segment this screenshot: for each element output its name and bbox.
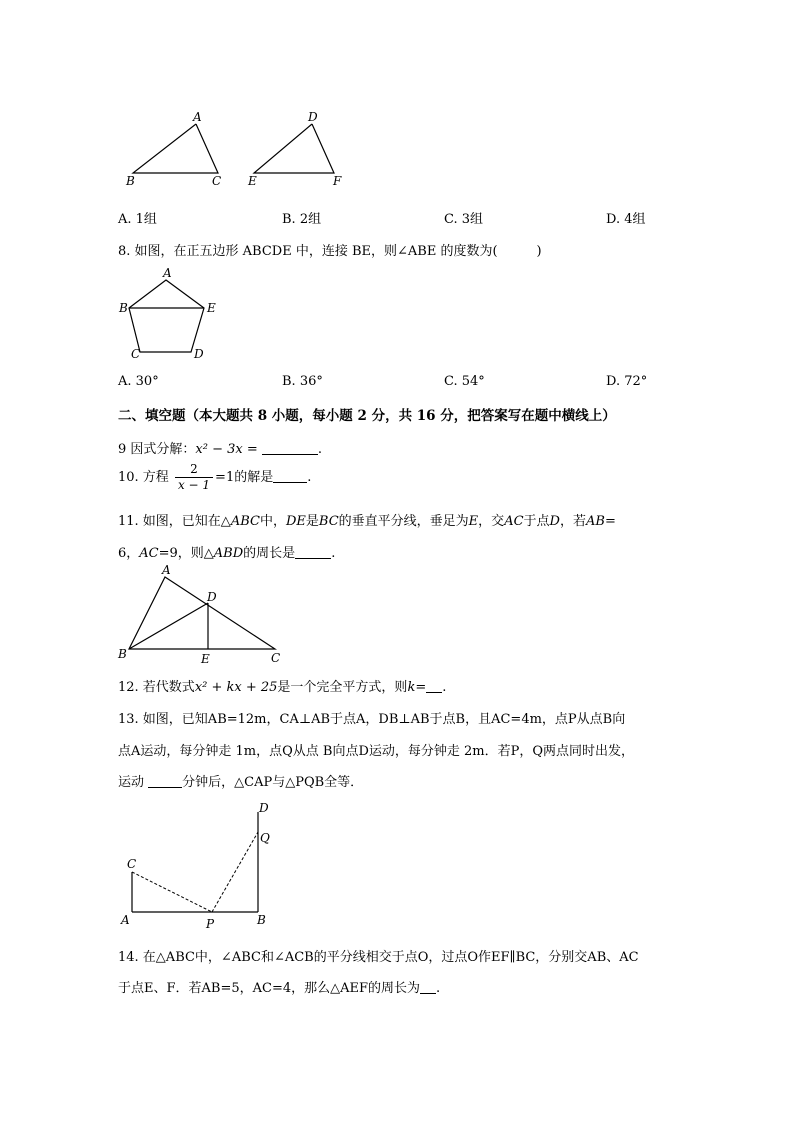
label-e: E (201, 652, 210, 666)
q11-var: AC (504, 514, 524, 529)
q9-question: 9 因式分解：x² − 3x = . (118, 442, 323, 457)
q10-fraction (175, 462, 213, 493)
q11-var: ABC (230, 514, 260, 529)
q12-text: 12. 若代数式 (118, 680, 195, 695)
q10-numerator: 2 (175, 462, 213, 478)
q10-answer-blank[interactable] (273, 470, 307, 483)
triangle-def (254, 124, 334, 173)
q8-option-c: C. 54° (444, 374, 485, 389)
q14-line2: 于点E、F．若AB=5，AC=4，那么△AEF的周长为 . (118, 981, 441, 996)
dashed-lines (132, 832, 258, 912)
label-a: A (162, 563, 171, 577)
label-e: E (207, 301, 216, 315)
q14-line1: 14. 在△ABC中，∠ABC和∠ACB的平分线相交于点O，过点O作EF∥BC，分别交AB、AC (118, 950, 639, 965)
q11-text: ，交 (478, 514, 505, 529)
triangle-abc (133, 124, 218, 173)
q11-text: 于点 (523, 514, 550, 529)
q12-question: 12. 若代数式x² + kx + 25是一个完全平方式，则k= . (118, 680, 447, 695)
q8-question: 8. 如图，在正五边形 ABCDE 中，连接 BE，则∠ABE 的度数为( ) (118, 244, 542, 259)
q13-text: 分钟后，△CAP与△PQB全等． (182, 775, 364, 790)
q13-figure (116, 798, 276, 932)
label-b: B (118, 647, 127, 661)
label-c: C (271, 651, 281, 665)
pentagon (129, 280, 204, 352)
q11-line2: 6，AC=9，则△ABD的周长是 . (118, 546, 336, 561)
q8-option-d: D. 72° (606, 374, 648, 389)
q12-text: = (415, 680, 427, 695)
label-a: A (193, 110, 202, 124)
geometry (132, 812, 258, 912)
q11-text: 是 (305, 514, 319, 529)
label-b: B (257, 913, 266, 927)
q13-text: 运动 (118, 775, 149, 790)
q11-text: ，若 (559, 514, 586, 529)
q11-var: AB (586, 514, 605, 529)
q12-var: k (407, 680, 416, 695)
q7-option-c: C. 3组 (444, 212, 484, 227)
q12-text: 是一个完全平方式，则 (277, 680, 408, 695)
q13-answer-blank[interactable] (148, 775, 182, 788)
q11-var: E (468, 514, 479, 529)
triangle-figure (129, 577, 275, 649)
q8-figure (118, 266, 218, 362)
label-f: F (333, 174, 342, 188)
q11-text: 的周长是 (243, 546, 296, 561)
q11-answer-blank[interactable] (295, 546, 331, 559)
label-d: D (207, 590, 217, 604)
q7-figure (118, 108, 358, 190)
q11-var: ABD (213, 546, 244, 561)
label-c: C (131, 347, 141, 361)
q11-var: D (549, 514, 560, 529)
q11-var: DE (285, 514, 306, 529)
label-c: C (212, 174, 222, 188)
q11-text: 11. 如图，已知在△ (118, 514, 231, 529)
q12-expr: x² + kx + 25 (194, 680, 278, 695)
label-a: A (121, 913, 130, 927)
q11-figure (116, 563, 292, 667)
q9-expr: x² − 3x = (195, 442, 258, 457)
q7-option-b: B. 2组 (282, 212, 322, 227)
q11-text: = (604, 514, 616, 529)
q7-option-a: A. 1组 (118, 212, 157, 227)
q11-text: 中， (259, 514, 286, 529)
q14-text: 于点E、F．若AB=5，AC=4，那么△AEF的周长为 (118, 981, 421, 996)
q9-answer-blank[interactable] (262, 442, 318, 455)
q13-line3 (118, 771, 363, 790)
q10-suffix: =1的解是 (215, 470, 274, 485)
q9-prefix: 9 因式分解： (118, 442, 196, 457)
label-d: D (308, 110, 318, 124)
label-q: Q (260, 831, 270, 845)
q10-prefix: 10. 方程 (118, 470, 169, 485)
q7-option-d: D. 4组 (606, 212, 646, 227)
q12-answer-blank[interactable] (426, 680, 442, 693)
q11-var: BC (318, 514, 339, 529)
q10-question: 10. 方程 $\frac{2}{x - 1}$ =1的解是 . (118, 462, 312, 492)
label-d: D (194, 347, 204, 361)
q11-text: =9，则△ (158, 546, 214, 561)
label-a: A (163, 266, 172, 280)
q11-var: AC (139, 546, 159, 561)
label-d: D (259, 801, 269, 815)
q11-text: 6， (118, 546, 140, 561)
q8-option-b: B. 36° (282, 374, 323, 389)
q8-option-a: A. 30° (118, 374, 159, 389)
q11-text: 的垂直平分线，垂足为 (338, 514, 469, 529)
section-heading: 二、填空题（本大题共 8 小题，每小题 2 分，共 16 分，把答案写在题中横线上） (118, 408, 616, 424)
q10-denominator: x − 1 (177, 478, 211, 492)
label-e: E (248, 174, 257, 188)
label-c: C (127, 857, 137, 871)
label-p: P (206, 917, 215, 931)
q13-line2: 点A运动，每分钟走 1m，点Q从点 B向点D运动，每分钟走 2m．若P，Q两点同时出发， (118, 744, 635, 759)
q14-answer-blank[interactable] (420, 981, 436, 994)
q13-line1: 13. 如图，已知AB=12m，CA⊥AB于点A，DB⊥AB于点B，且AC=4m，点P从点B向 (118, 712, 626, 727)
label-b: B (119, 301, 128, 315)
q11-line1 (118, 510, 616, 529)
label-b: B (126, 174, 135, 188)
